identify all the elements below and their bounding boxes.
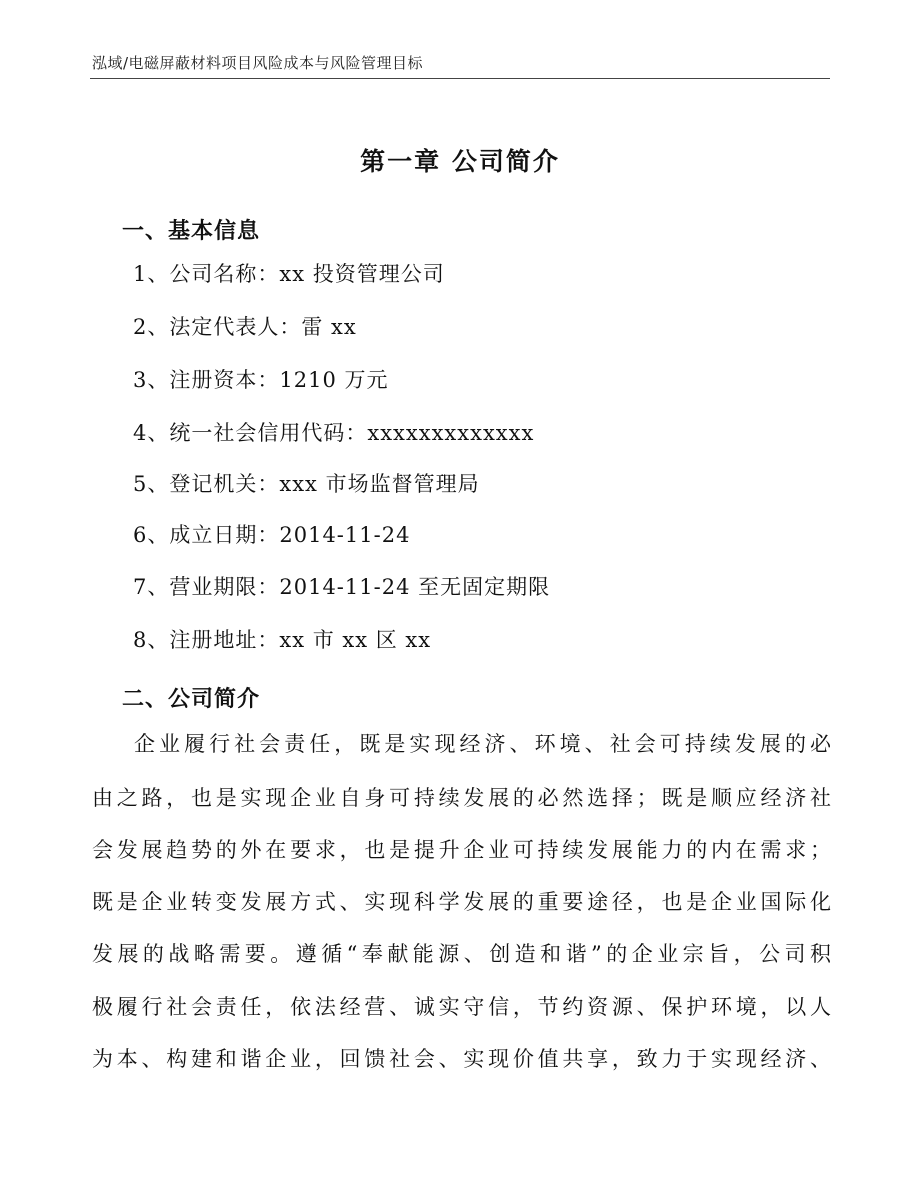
- info-item-credit-code: 4、统一社会信用代码：xxxxxxxxxxxxx: [133, 421, 535, 445]
- profile-paragraph-line: 极履行社会责任，依法经营、诚实守信，节约资源、保护环境，以人: [92, 995, 832, 1019]
- profile-paragraph-line: 企业履行社会责任，既是实现经济、环境、社会可持续发展的必: [134, 732, 832, 756]
- info-item-registered-address: 8、注册地址：xx 市 xx 区 xx: [133, 628, 432, 652]
- section-heading-basic-info: 一、基本信息: [122, 219, 261, 244]
- info-item-registration-authority: 5、登记机关：xxx 市场监督管理局: [133, 472, 480, 496]
- profile-paragraph-line: 为本、构建和谐企业，回馈社会、实现价值共享，致力于实现经济、: [92, 1047, 832, 1071]
- section-heading-profile: 二、公司简介: [122, 687, 261, 712]
- running-header: 泓域/电磁屏蔽材料项目风险成本与风险管理目标: [92, 54, 424, 72]
- info-item-company-name: 1、公司名称：xx 投资管理公司: [133, 262, 445, 286]
- header-rule: [90, 78, 830, 79]
- profile-paragraph-line: 会发展趋势的外在要求，也是提升企业可持续发展能力的内在需求；: [92, 838, 832, 862]
- chapter-title: 第一章 公司简介: [360, 147, 560, 176]
- info-item-registered-capital: 3、注册资本：1210 万元: [133, 368, 389, 392]
- info-item-founding-date: 6、成立日期：2014-11-24: [133, 523, 411, 547]
- profile-paragraph-line: 既是企业转变发展方式、实现科学发展的重要途径，也是企业国际化: [92, 890, 832, 914]
- profile-paragraph-line: 由之路，也是实现企业自身可持续发展的必然选择；既是顺应经济社: [92, 786, 832, 810]
- info-item-business-term: 7、营业期限：2014-11-24 至无固定期限: [133, 575, 551, 599]
- profile-paragraph-line: 发展的战略需要。遵循“奉献能源、创造和谐”的企业宗旨，公司积: [92, 942, 832, 966]
- info-item-legal-representative: 2、法定代表人：雷 xx: [133, 315, 357, 339]
